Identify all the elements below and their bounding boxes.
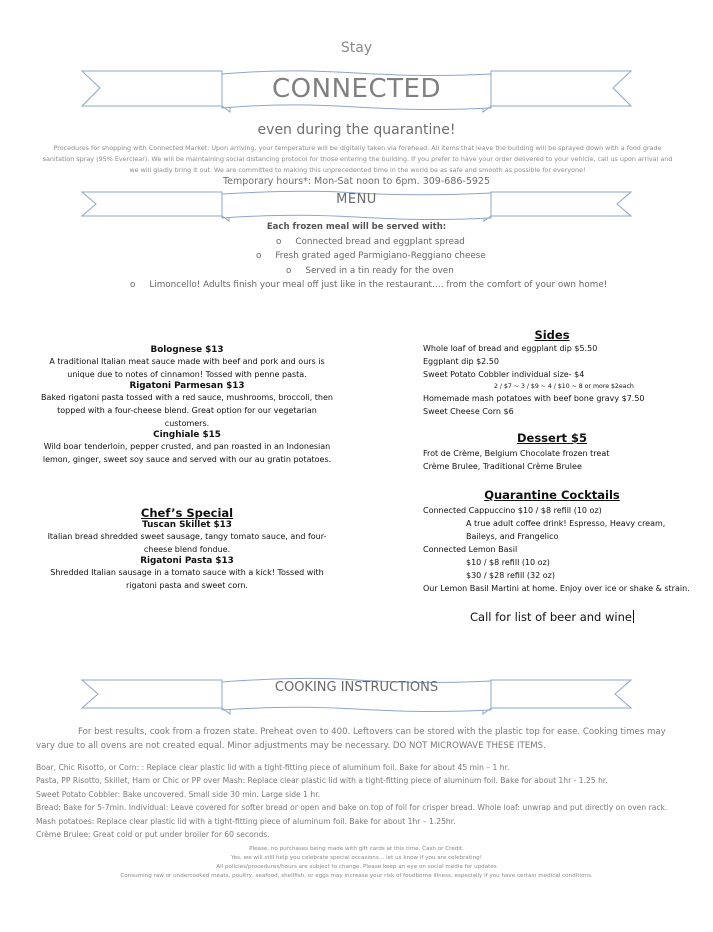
dessert-section <box>423 431 693 473</box>
cocktail-name: Connected Cappuccino $10 / $8 refill (10 oz) <box>423 506 602 515</box>
instruction-line: Sweet Potato Cobbler: Bake uncovered. Small side 30 min. Large side 1 hr. <box>36 789 321 799</box>
cooking-intro: For best results, cook from a frozen state. Preheat oven to 400. Leftovers can be stored with the plastic top for ease. Cooking times may vary due to all ovens are not created equal. Minor adjustments may be necessary. DO NOT MICROWAVE THESE ITEMS. <box>36 727 666 751</box>
stay-text: Stay <box>340 40 373 56</box>
dessert-line: Crème Brulee, Traditional Crème Brulee <box>423 462 582 471</box>
sides-line: Sweet Potato Cobbler individual size- $4 <box>423 370 585 379</box>
menu-heading: MENU <box>336 192 377 207</box>
cooking-heading: COOKING INSTRUCTIONS <box>274 680 439 695</box>
cocktails-heading: Quarantine Cocktails <box>484 488 620 502</box>
entree-title: Cinghiale $15 <box>153 430 221 440</box>
frozen-item: o Connected bread and eggplant spread <box>276 237 465 247</box>
frozen-item: o Fresh grated aged Parmigiano-Reggiano cheese <box>256 251 486 261</box>
entree-desc: Baked rigatoni pasta tossed with a red sauce, mushrooms, broccoli, then topped with a four-cheese blend. Great option for our vegetarian customers. <box>40 393 333 428</box>
instruction-line: Pasta, PP Risotto, Skillet, Ham or Chic or PP over Mash: Replace clear plastic lid with a tight-fitting piece of aluminum foil. Bake for about 1hr - 1.25 hr. <box>36 776 608 786</box>
sides-line: Eggplant dip $2.50 <box>423 357 499 366</box>
sides-line: Whole loaf of bread and eggplant dip $5.50 <box>423 344 598 353</box>
frozen-heading: Each frozen meal will be served with: <box>266 222 447 232</box>
cocktail-price: $10 / $8 refill (10 oz) <box>466 558 550 567</box>
bullet-icon: o <box>130 280 136 290</box>
instruction-line: Bread: Bake for 5-7min. Individual: Leave covered for softer bread or open and bake on top of foil for crisper bread. Whole loaf: unwrap and put directly on oven rack. <box>36 803 668 813</box>
cocktail-desc: A true adult coffee drink! Espresso, Heavy cream, <box>466 519 666 528</box>
special-title: Tuscan Skillet $13 <box>142 520 232 530</box>
cocktail-name: Connected Lemon Basil <box>423 545 518 554</box>
dessert-heading: Dessert $5 <box>516 431 587 445</box>
entree-title: Bolognese $13 <box>150 345 224 355</box>
chefs-special-heading: Chef’s Special <box>140 506 234 520</box>
footer-line: Consuming raw or undercooked meats, poultry, seafood, shellfish, or eggs may increase your risk of foodborne illness, especially if you have certain medical conditions. <box>120 873 593 879</box>
sides-line: Sweet Cheese Corn $6 <box>423 407 514 416</box>
footer-line: Please, no purchases being made with gift cards at this time. Cash or Credit. <box>249 846 464 852</box>
chefs-special-section <box>36 506 338 592</box>
text-cursor <box>633 610 634 623</box>
procedures-text: Procedures for shopping with Connected Market: Upon arriving, your temperature will be digitally taken via forehead. All items that leave the building will be sprayed down with a food grade sanitation spray (95% Everclear). We will be maintaining social distancing protocol for those entering the building. If you prefer to have your order delivered to your vehicle, call us upon arrival and we will gladly bring it out. We are committed to making this unprecedented time in the world be as safe and smooth as possible for everyone! <box>42 144 673 174</box>
sides-section <box>423 328 693 418</box>
entree-desc: A traditional Italian meat sauce made with beef and pork and ours is unique due to notes of cinnamon! Tossed with penne pasta. <box>49 357 325 379</box>
footer-line: Yes, we will still help you celebrate special occasions… let us know if you are celebrating! <box>231 855 482 861</box>
special-desc: Italian bread shredded sweet sausage, tangy tomato sauce, and four-cheese blend fondue. <box>47 532 327 554</box>
call-text: Call for list of beer and wine <box>470 610 632 624</box>
page-title: CONNECTED <box>272 74 441 104</box>
footer-line: All policies/procedures/hours are subject to change. Please keep an eye on social media for updates <box>216 864 497 870</box>
frozen-item: o Limoncello! Adults finish your meal off just like in the restaurant…. from the comfort of your own home! <box>130 280 608 290</box>
instruction-line: Crème Brulee: Great cold or put under broiler for 60 seconds. <box>36 830 270 840</box>
entree-desc: Wild boar tenderloin, pepper crusted, and pan roasted in an Indonesian lemon, ginger, sweet soy sauce and served with our au gratin potatoes. <box>42 442 332 464</box>
cocktails-section <box>423 488 693 595</box>
sides-line: Homemade mash potatoes with beef bone gravy $7.50 <box>423 394 645 403</box>
cooking-instructions <box>36 761 696 841</box>
subtitle: even during the quarantine! <box>257 122 456 138</box>
bullet-icon: o <box>276 237 282 247</box>
cocktail-price: $30 / $28 refill (32 oz) <box>466 571 555 580</box>
bullet-icon: o <box>256 251 262 261</box>
special-title: Rigatoni Pasta $13 <box>140 556 234 566</box>
cocktail-desc: Our Lemon Basil Martini at home. Enjoy over ice or shake & strain. <box>423 584 690 593</box>
entree-title: Rigatoni Parmesan $13 <box>129 381 245 391</box>
sides-heading: Sides <box>534 328 570 342</box>
special-desc: Shredded Italian sausage in a tomato sauce with a kick! Tossed with rigatoni pasta and sweet corn. <box>50 568 324 590</box>
cocktail-desc: Baileys, and Frangelico <box>466 532 559 541</box>
instruction-line: Boar, Chic Risotto, or Corn: : Replace clear plastic lid with a tight-fitting piece of aluminum foil. Bake for about 45 min – 1 hr. <box>36 763 510 772</box>
frozen-item: o Served in a tin ready for the oven <box>286 266 454 276</box>
entrees-section <box>36 345 338 466</box>
cobbler-pricing: 2 / $7 ~ 3 / $9 ~ 4 / $10 ~ 8 or more $2each <box>494 383 634 390</box>
instruction-line: Mash potatoes: Replace clear plastic lid with a tight-fitting piece of aluminum foil. Bake for about 1hr – 1.25hr. <box>36 816 456 826</box>
footer-notes <box>0 845 713 881</box>
bullet-icon: o <box>286 266 292 276</box>
hours-text: Temporary hours*: Mon-Sat noon to 6pm. 309-686-5925 <box>222 176 491 187</box>
dessert-line: Frot de Crème, Belgium Chocolate frozen treat <box>423 449 610 458</box>
